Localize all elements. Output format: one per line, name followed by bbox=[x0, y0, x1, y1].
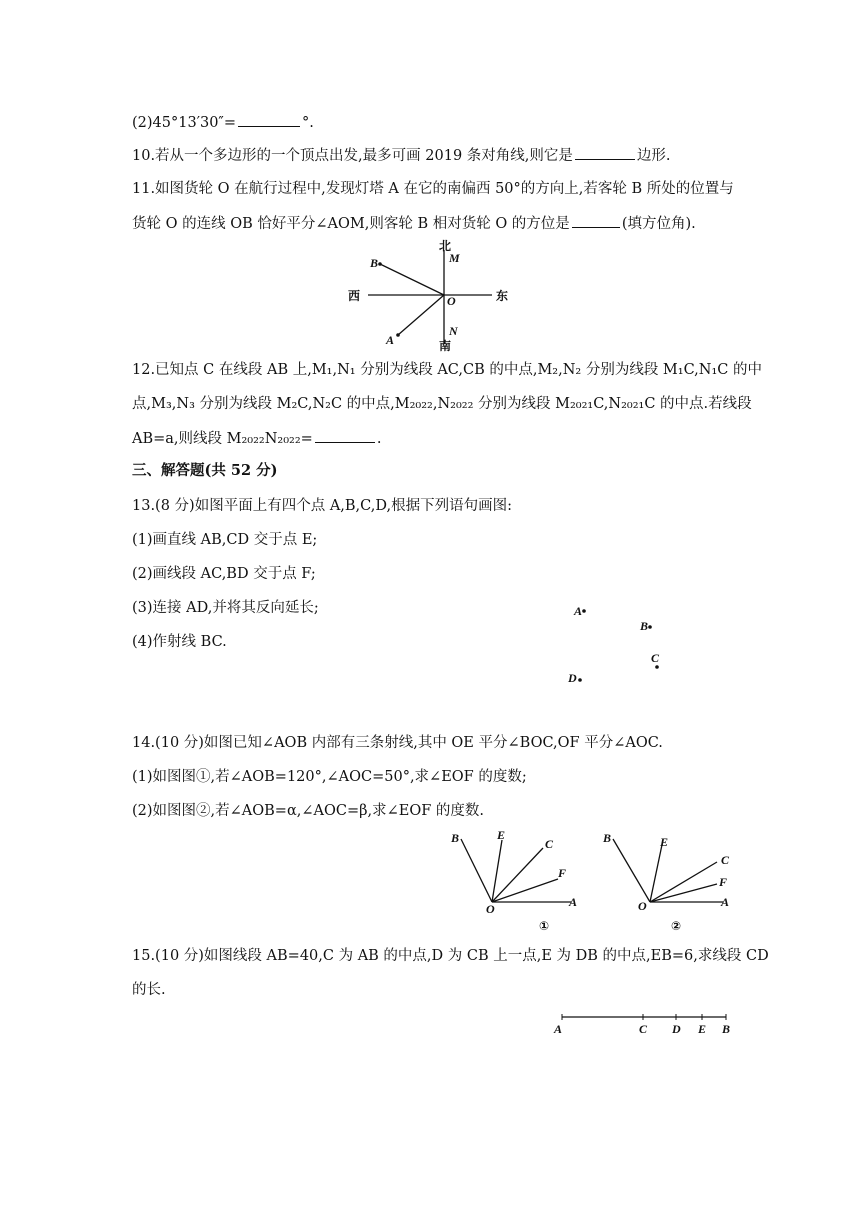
point-D-label: D bbox=[568, 671, 577, 685]
q13-item-3: (3)连接 AD,并将其反向延长; bbox=[132, 600, 319, 616]
q9-part2-suffix: °. bbox=[302, 115, 314, 131]
north-label: 北 bbox=[439, 239, 452, 253]
point-A-label: A bbox=[386, 333, 395, 347]
q13-item-2: (2)画线段 AC,BD 交于点 F; bbox=[132, 566, 316, 582]
seg-D-label: D bbox=[672, 1022, 681, 1036]
fig1-O-label: O bbox=[486, 902, 495, 916]
q10-text: 10.若从一个多边形的一个顶点出发,最多可画 2019 条对角线,则它是 bbox=[132, 148, 573, 164]
q15-line2: 的长. bbox=[132, 982, 166, 998]
fig2-B-label: B bbox=[603, 831, 612, 845]
q11-line2-text: 货轮 O 的连线 OB 恰好平分∠AOM,则客轮 B 相对货轮 O 的方位是 bbox=[132, 216, 570, 232]
fig1-E-label: E bbox=[497, 828, 506, 842]
fig2-C-label: C bbox=[721, 853, 730, 867]
q14-item-1: (1)如图图①,若∠AOB=120°,∠AOC=50°,求∠EOF 的度数; bbox=[132, 769, 527, 785]
q14-stem: 14.(10 分)如图已知∠AOB 内部有三条射线,其中 OE 平分∠BOC,OF 平分∠AOC. bbox=[132, 735, 663, 751]
q13-item-4: (4)作射线 BC. bbox=[132, 634, 227, 650]
fig2-O-label: O bbox=[638, 899, 647, 913]
fig1-F-label: F bbox=[558, 866, 567, 880]
fig2-A-label: A bbox=[721, 895, 730, 909]
fig1-C-label: C bbox=[545, 837, 554, 851]
q14-item-2: (2)如图图②,若∠AOB=α,∠AOC=β,求∠EOF 的度数. bbox=[132, 803, 485, 819]
figure-1-label: ① bbox=[539, 919, 550, 933]
fig1-B-label: B bbox=[451, 831, 460, 845]
point-O-label: O bbox=[447, 294, 456, 308]
seg-E-label: E bbox=[698, 1022, 707, 1036]
seg-A-label: A bbox=[554, 1022, 563, 1036]
answer-blank[interactable] bbox=[572, 213, 620, 228]
seg-B-label: B bbox=[722, 1022, 731, 1036]
point-B-label: B bbox=[640, 619, 649, 633]
q15-segment-figure bbox=[548, 1006, 738, 1036]
point-M-label: M bbox=[449, 251, 460, 265]
q12-line2: 点,M₃,N₃ 分别为线段 M₂C,N₂C 的中点,M₂₀₂₂,N₂₀₂₂ 分别为线段 M₂₀₂₁C,N₂₀₂₁C 的中点.若线段 bbox=[132, 396, 752, 412]
fig1-A-label: A bbox=[569, 895, 578, 909]
q13-stem: 13.(8 分)如图平面上有四个点 A,B,C,D,根据下列语句画图: bbox=[132, 498, 512, 514]
answer-blank[interactable] bbox=[238, 112, 300, 127]
q11-line2 bbox=[132, 213, 696, 234]
point-C-label: C bbox=[651, 651, 660, 665]
q12-line3-suffix: . bbox=[376, 431, 382, 447]
answer-blank[interactable] bbox=[315, 428, 375, 443]
q10-suffix: 边形. bbox=[636, 148, 671, 164]
seg-C-label: C bbox=[639, 1022, 648, 1036]
answer-blank[interactable] bbox=[575, 145, 635, 160]
q13-item-1: (1)画直线 AB,CD 交于点 E; bbox=[132, 532, 318, 548]
question-10 bbox=[132, 145, 671, 166]
figure-2-label: ② bbox=[671, 919, 682, 933]
point-N-label: N bbox=[449, 324, 458, 338]
q9-part2 bbox=[132, 112, 314, 133]
west-label: 西 bbox=[348, 289, 361, 303]
east-label: 东 bbox=[496, 289, 509, 303]
q11-line1: 11.如图货轮 O 在航行过程中,发现灯塔 A 在它的南偏西 50°的方向上,若客轮 B 所处的位置与 bbox=[132, 181, 734, 197]
south-label: 南 bbox=[439, 339, 452, 353]
fig2-E-label: E bbox=[660, 835, 669, 849]
q12-line1: 12.已知点 C 在线段 AB 上,M₁,N₁ 分别为线段 AC,CB 的中点,M₂,N₂ 分别为线段 M₁C,N₁C 的中 bbox=[132, 362, 762, 378]
q12-line3-text: AB=a,则线段 M₂₀₂₂N₂₀₂₂= bbox=[132, 431, 313, 447]
q13-points-figure bbox=[560, 598, 680, 690]
fig2-F-label: F bbox=[719, 875, 728, 889]
section-heading: 三、解答题(共 52 分) bbox=[132, 462, 278, 479]
q9-part2-text: (2)45°13′30″= bbox=[132, 115, 236, 131]
q14-angle-figures bbox=[445, 822, 745, 937]
point-B-label: B bbox=[370, 256, 379, 270]
q11-line2-suffix: (填方位角). bbox=[621, 216, 696, 232]
angle-figure-2 bbox=[602, 831, 730, 933]
angle-figure-1 bbox=[450, 828, 577, 933]
q15-line1: 15.(10 分)如图线段 AB=40,C 为 AB 的中点,D 为 CB 上一点,E 为 DB 的中点,EB=6,求线段 CD bbox=[132, 948, 769, 964]
point-A-label: A bbox=[574, 604, 583, 618]
q12-line3 bbox=[132, 428, 381, 449]
q11-compass-figure bbox=[340, 238, 530, 353]
